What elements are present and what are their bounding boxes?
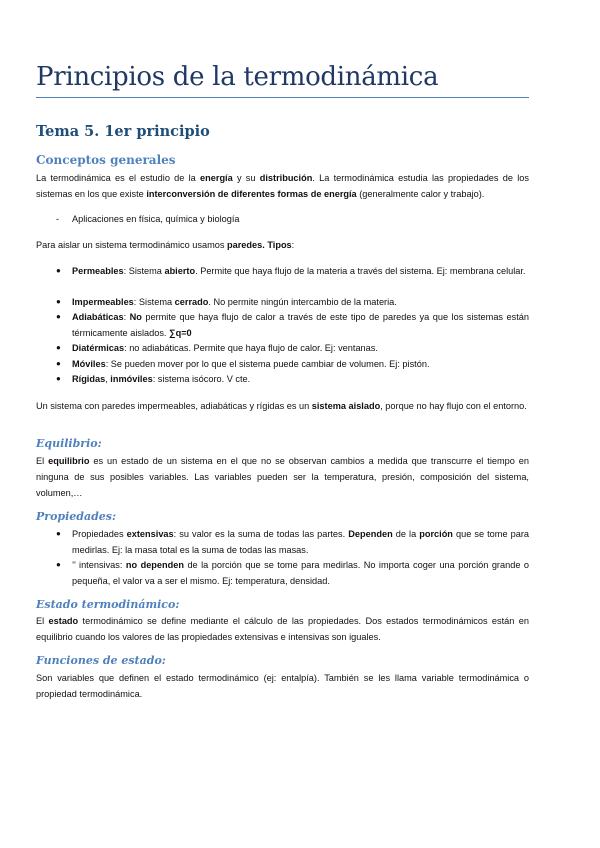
text-run: es un estado de un sistema en el que no se observan cambios a medida que transcurre el tiempo en ninguna de sus posibles variables. Las variables pueden ser la temperatura, presión, composición del sistema, volumen,… xyxy=(36,456,529,498)
bold-run: Dependen xyxy=(348,529,393,539)
bold-run: Móviles xyxy=(72,359,106,369)
bold-run: distribución xyxy=(259,173,313,183)
text-run: permite que haya flujo de calor a través de este tipo de paredes ya que los sistemas están térmicamente aislados. xyxy=(72,312,529,338)
list-item-text xyxy=(72,371,529,387)
bold-run: extensivas xyxy=(126,529,174,539)
bold-run: inmóviles xyxy=(110,374,153,384)
list-item-text xyxy=(72,340,529,356)
estado-heading: Estado termodinámico: xyxy=(36,598,180,611)
list-item-text xyxy=(72,356,529,372)
bold-run: porción xyxy=(419,529,453,539)
propiedad-item xyxy=(36,557,529,589)
text-run: El xyxy=(36,456,49,466)
text-run: Un sistema con paredes impermeables, adiabáticas y rígidas es un xyxy=(36,401,312,411)
bullet-marker: ● xyxy=(56,343,61,352)
list-item-text: Aplicaciones en física, química y biología xyxy=(72,214,240,224)
text-run: Para aislar un sistema termodinámico usamos xyxy=(36,240,227,250)
text-run: La termodinámica es el estudio de la xyxy=(36,173,201,183)
pared-item xyxy=(36,371,529,387)
text-run: (generalmente calor y trabajo). xyxy=(356,189,485,199)
bold-run: Diatérmicas xyxy=(72,343,125,353)
text-run: que se tome para medirlas. Ej: la masa total es la suma de todas las masas. xyxy=(72,529,529,555)
bold-run: paredes. Tipos xyxy=(226,240,292,250)
text-run: : Sistema xyxy=(133,297,175,307)
text-run: : Sistema xyxy=(123,266,165,276)
text-run: : no adiabáticas. Permite que haya flujo de calor. Ej: ventanas. xyxy=(124,343,378,353)
bold-run: Adiabáticas xyxy=(72,312,124,322)
dash-marker: - xyxy=(56,214,60,224)
bold-run: Impermeables xyxy=(72,297,134,307)
text-run: : su valor es la suma de todas las partes. xyxy=(173,529,349,539)
text-run: . La termodinámica estudia las propiedades de los sistemas en los que existe xyxy=(36,173,529,199)
text-run: : xyxy=(123,312,130,322)
intro-paragraph xyxy=(36,170,529,202)
document-title: Principios de la termodinámica xyxy=(36,62,439,92)
list-item-text xyxy=(72,294,529,310)
list-item-text xyxy=(72,526,529,558)
propiedades-heading: Propiedades: xyxy=(36,510,117,523)
propiedad-item xyxy=(36,526,529,558)
text-run: Propiedades xyxy=(72,529,127,539)
bold-run: estado xyxy=(48,616,79,626)
text-run: : xyxy=(291,240,295,250)
funciones-heading: Funciones de estado: xyxy=(36,654,166,667)
text-run: termodinámico se define mediante el cálculo de las propiedades. Dos estados termodinámicos están en equilibrio cuando los valores de las propiedades extensivas e intensivas son iguales. xyxy=(36,616,529,642)
text-run: . Permite que haya flujo de la materia a través del sistema. Ej: membrana celular. xyxy=(195,266,526,276)
list-item-aplicaciones xyxy=(36,211,529,227)
text-run: El xyxy=(36,616,49,626)
text-run: . No permite ningún intercambio de la materia. xyxy=(208,297,397,307)
pared-item xyxy=(36,294,529,310)
bullet-marker: ● xyxy=(56,297,61,306)
pared-item xyxy=(36,263,529,279)
bullet-marker: ● xyxy=(56,266,61,275)
tema-heading: Tema 5. 1er principio xyxy=(36,123,210,140)
bold-run: abierto xyxy=(164,266,196,276)
text-run: , porque no hay flujo con el entorno. xyxy=(380,401,527,411)
bullet-marker: ● xyxy=(56,374,61,383)
text-run: : Se pueden mover por lo que el sistema puede cambiar de volumen. Ej: pistón. xyxy=(105,359,430,369)
text-run: ’’ intensivas: xyxy=(72,560,126,570)
bullet-marker: ● xyxy=(56,560,61,569)
bold-run: cerrado xyxy=(174,297,209,307)
bold-run: equilibrio xyxy=(48,456,90,466)
aislado-paragraph xyxy=(36,398,529,414)
equilibrio-paragraph xyxy=(36,453,529,501)
pared-item xyxy=(36,309,529,341)
text-run: Son variables que definen el estado termodinámico (ej: entalpía). También se les llama variable termodinámica o propiedad termodinámica. xyxy=(36,673,529,699)
bold-run: interconversión de diferentes formas de energía xyxy=(146,189,357,199)
bullet-marker: ● xyxy=(56,359,61,368)
list-item-text xyxy=(72,263,529,279)
equilibrio-heading: Equilibrio: xyxy=(36,437,102,450)
text-run: de la porción que se tome para medirlas. No importa coger una porción grande o pequeña, el valor va a ser el mismo. Ej: temperatura, densidad. xyxy=(72,560,530,586)
text-run: de la xyxy=(392,529,420,539)
estado-paragraph xyxy=(36,613,529,645)
paredes-intro xyxy=(36,237,529,253)
conceptos-heading: Conceptos generales xyxy=(36,153,176,167)
bullet-marker: ● xyxy=(56,312,61,321)
pared-item xyxy=(36,356,529,372)
text-run: : sistema isócoro. V cte. xyxy=(152,374,251,384)
pared-item xyxy=(36,340,529,356)
list-item-text xyxy=(72,309,529,341)
text-run: y su xyxy=(232,173,260,183)
bold-run: ∑q=0 xyxy=(169,328,192,338)
bold-run: Rígidas xyxy=(72,374,106,384)
bold-run: Permeables xyxy=(72,266,124,276)
text-run: , xyxy=(105,374,111,384)
bold-run: No xyxy=(129,312,142,322)
funciones-paragraph xyxy=(36,670,529,702)
list-item-text xyxy=(72,557,529,589)
bullet-marker: ● xyxy=(56,529,61,538)
bold-run: sistema aislado xyxy=(311,401,381,411)
bold-run: no dependen xyxy=(125,560,184,570)
bold-run: energía xyxy=(200,173,233,183)
title-underline xyxy=(36,97,529,98)
